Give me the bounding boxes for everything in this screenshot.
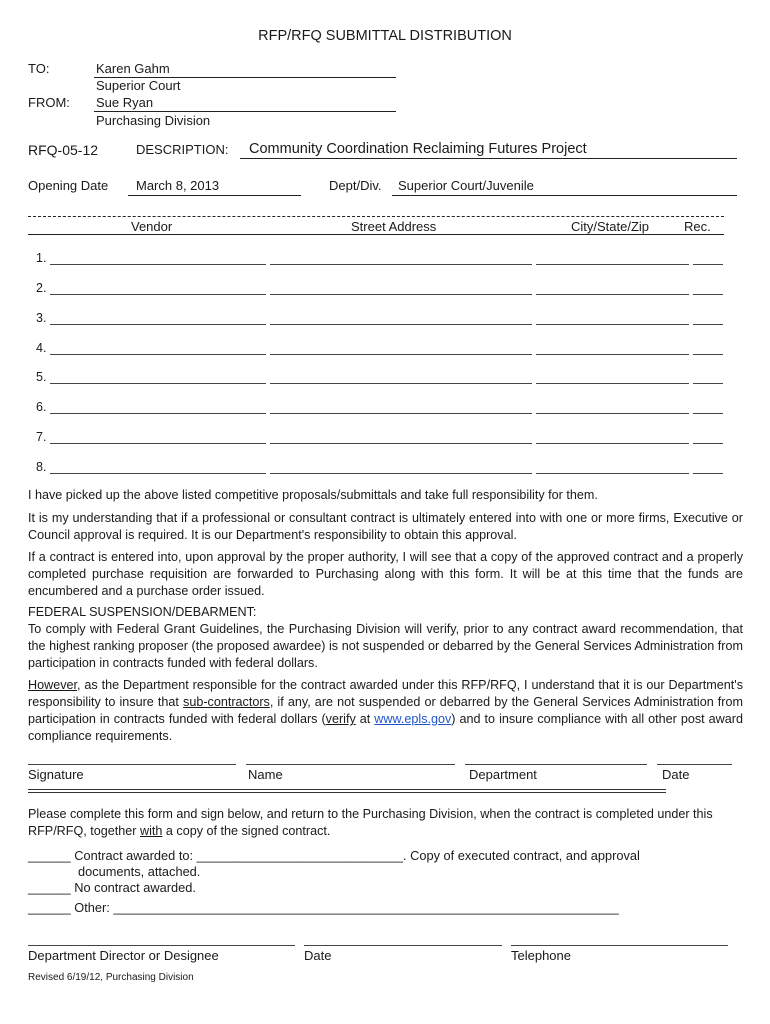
- city-field[interactable]: [536, 383, 689, 384]
- paragraph-responsibility: I have picked up the above listed competitive proposals/submittals and take full responsibility for them.: [28, 488, 598, 502]
- dept-label: Dept/Div.: [329, 178, 382, 193]
- street-field[interactable]: [270, 383, 532, 384]
- description-value: Community Coordination Reclaiming Futures Project: [249, 141, 587, 157]
- row-number: 3.: [36, 311, 47, 325]
- rec-field[interactable]: [693, 354, 723, 355]
- date-label: Date: [662, 767, 690, 782]
- to-name: Karen Gahm: [96, 61, 170, 76]
- bottom-date-label: Date: [304, 948, 332, 963]
- vendor-field[interactable]: [50, 264, 266, 265]
- paragraph-contract: If a contract is entered into, upon approval by the proper authority, I will see that a copy of the approved contract and a properly completed purchase requisition are forwarded to Purchasing along with this form. It will be at this time that the funds are encumbered and a purchase order issued.: [28, 550, 743, 598]
- however-text: However: [28, 678, 77, 692]
- city-field[interactable]: [536, 324, 689, 325]
- from-name: Sue Ryan: [96, 95, 154, 110]
- city-field[interactable]: [536, 294, 689, 295]
- row-number: 8.: [36, 460, 47, 474]
- paragraph-federal: To comply with Federal Grant Guidelines, the Purchasing Division will verify, prior to any contract award recommendation, that the highest ranking proposer (the proposed awardee) is not suspended or debarred by the General Services Administration from participation in contracts funded with federal dollars.: [28, 622, 743, 670]
- rec-field[interactable]: [693, 383, 723, 384]
- completion-with: with: [139, 824, 163, 838]
- rfq-number: RFQ-05-12: [28, 142, 99, 158]
- page-title: RFP/RFQ SUBMITTAL DISTRIBUTION: [258, 28, 512, 44]
- contract-awarded-cont: documents, attached.: [78, 864, 201, 879]
- dept-line: [392, 195, 737, 196]
- no-contract-option[interactable]: ______ No contract awarded.: [28, 880, 196, 895]
- bottom-date-line[interactable]: [304, 945, 502, 946]
- city-field[interactable]: [536, 354, 689, 355]
- vendor-field[interactable]: [50, 324, 266, 325]
- street-field[interactable]: [270, 294, 532, 295]
- paragraph-however: [28, 677, 743, 745]
- from-line: [94, 111, 396, 112]
- contract-awarded-option[interactable]: ______ Contract awarded to: _____________________________. Copy of executed contract, and approval: [28, 848, 640, 863]
- street-field[interactable]: [270, 473, 532, 474]
- col-vendor: Vendor: [131, 219, 173, 234]
- description-line: [240, 158, 737, 159]
- name-line[interactable]: [246, 764, 455, 765]
- subcontractors-text: sub-contractors: [183, 695, 270, 709]
- vendor-field[interactable]: [50, 383, 266, 384]
- row-number: 4.: [36, 341, 47, 355]
- however-text-at: at: [355, 712, 375, 726]
- opening-date-label: Opening Date: [28, 178, 109, 193]
- row-number: 7.: [36, 430, 47, 444]
- rec-field[interactable]: [693, 473, 723, 474]
- vendor-field[interactable]: [50, 294, 266, 295]
- double-divider: [28, 789, 666, 793]
- rec-field[interactable]: [693, 264, 723, 265]
- opening-date-line: [128, 195, 301, 196]
- signature-label: Signature: [28, 767, 84, 782]
- city-field[interactable]: [536, 443, 689, 444]
- rec-field[interactable]: [693, 294, 723, 295]
- row-number: 1.: [36, 251, 47, 265]
- department-line[interactable]: [465, 764, 647, 765]
- however-text-b: , if any, are not suspended or debarred by the General Services Administration from participation in contracts funded with federal dollars (: [28, 695, 743, 726]
- from-org: Purchasing Division: [96, 113, 211, 128]
- verify-text: verify: [325, 712, 356, 726]
- table-header-line: [28, 234, 724, 235]
- however-text-a: , as the Department responsible for the contract awarded under this RFP/RFQ, I understand that it is our Department's responsibility to insure that: [28, 678, 743, 709]
- vendor-field[interactable]: [50, 413, 266, 414]
- city-field[interactable]: [536, 413, 689, 414]
- completion-text-b: a copy of the signed contract.: [162, 824, 331, 838]
- completion-instruction: [28, 806, 728, 840]
- street-field[interactable]: [270, 354, 532, 355]
- from-label: FROM:: [28, 95, 70, 110]
- date-line[interactable]: [657, 764, 732, 765]
- row-number: 6.: [36, 400, 47, 414]
- street-field[interactable]: [270, 443, 532, 444]
- department-label: Department: [469, 767, 537, 782]
- rec-field[interactable]: [693, 443, 723, 444]
- name-label: Name: [248, 767, 283, 782]
- however-text-c: ) and to insure compliance with all other post award compliance requirements.: [28, 712, 743, 743]
- city-field[interactable]: [536, 473, 689, 474]
- col-city: City/State/Zip: [571, 219, 650, 234]
- federal-heading: FEDERAL SUSPENSION/DEBARMENT:: [28, 605, 257, 619]
- opening-date-value: March 8, 2013: [136, 178, 220, 193]
- rec-field[interactable]: [693, 413, 723, 414]
- street-field[interactable]: [270, 413, 532, 414]
- epls-link[interactable]: www.epls.gov: [374, 712, 452, 726]
- row-number: 2.: [36, 281, 47, 295]
- city-field[interactable]: [536, 264, 689, 265]
- vendor-field[interactable]: [50, 473, 266, 474]
- telephone-label: Telephone: [511, 948, 571, 963]
- vendor-field[interactable]: [50, 354, 266, 355]
- vendor-field[interactable]: [50, 443, 266, 444]
- street-field[interactable]: [270, 324, 532, 325]
- director-label: Department Director or Designee: [28, 948, 219, 963]
- col-rec: Rec.: [684, 219, 711, 234]
- dept-value: Superior Court/Juvenile: [398, 178, 534, 193]
- to-org: Superior Court: [96, 78, 181, 93]
- rec-field[interactable]: [693, 324, 723, 325]
- col-street: Street Address: [351, 219, 437, 234]
- row-number: 5.: [36, 370, 47, 384]
- revision-footer: Revised 6/19/12, Purchasing Division: [28, 972, 194, 983]
- completion-text-a: Please complete this form and sign below, and return to the Purchasing Division, when the contract is completed under this RFP/RFQ, together: [28, 807, 713, 838]
- telephone-line[interactable]: [511, 945, 728, 946]
- to-label: TO:: [28, 61, 50, 76]
- paragraph-approval: It is my understanding that if a professional or consultant contract is ultimately entered into with one or more firms, Executive or Council approval is required. It is our Department's responsibility to obtain this approval.: [28, 511, 743, 542]
- street-field[interactable]: [270, 264, 532, 265]
- other-option[interactable]: ______ Other: _______________________________________________________________________: [28, 900, 619, 915]
- signature-line[interactable]: [28, 764, 236, 765]
- description-label: DESCRIPTION:: [136, 142, 229, 157]
- director-line[interactable]: [28, 945, 295, 946]
- table-top-line: [28, 216, 724, 217]
